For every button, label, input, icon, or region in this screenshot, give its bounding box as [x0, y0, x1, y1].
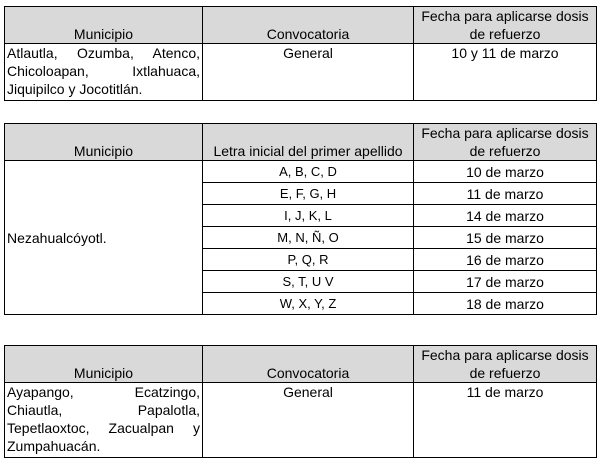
letras-cell: E, F, G, H: [203, 183, 414, 205]
header-fecha: Fecha para aplicarse dosis de refuerzo: [414, 346, 597, 383]
fecha-cell: 16 de marzo: [414, 249, 597, 271]
letras-cell: S, T, U V: [203, 271, 414, 293]
header-municipio: Municipio: [5, 7, 203, 44]
convocatoria-cell: General: [203, 383, 414, 458]
header-convocatoria: Convocatoria: [203, 346, 414, 383]
convocatoria-cell: General: [203, 44, 414, 101]
municipio-cell: Nezahualcóyotl.: [5, 161, 203, 315]
fecha-cell: 17 de marzo: [414, 271, 597, 293]
letras-cell: A, B, C, D: [203, 161, 414, 183]
fecha-cell: 18 de marzo: [414, 293, 597, 315]
municipio-cell: Ayapango, Ecatzingo, Chiautla, Papalotla, Tepetlaoxtoc, Zacualpan y Zumpahuacán.: [5, 383, 203, 458]
fecha-cell: 11 de marzo: [414, 183, 597, 205]
letras-cell: W, X, Y, Z: [203, 293, 414, 315]
table-header-row: [5, 7, 597, 44]
letras-cell: I, J, K, L: [203, 205, 414, 227]
fecha-cell: 11 de marzo: [414, 383, 597, 458]
schedule-table-general-2: [4, 345, 597, 458]
municipio-cell: Atlautla, Ozumba, Atenco, Chicoloapan, Ixtlahuaca, Jiquipilco y Jocotitlán.: [5, 44, 203, 101]
letras-cell: M, N, Ñ, O: [203, 227, 414, 249]
schedule-table-general-1: [4, 6, 597, 101]
header-fecha: Fecha para aplicarse dosis de refuerzo: [414, 124, 597, 161]
table-row: [5, 161, 597, 183]
table-row: [5, 44, 597, 101]
fecha-cell: 10 de marzo: [414, 161, 597, 183]
table-header-row: [5, 124, 597, 161]
fecha-cell: 15 de marzo: [414, 227, 597, 249]
header-municipio: Municipio: [5, 346, 203, 383]
header-letra-inicial: Letra inicial del primer apellido: [203, 124, 414, 161]
header-fecha: Fecha para aplicarse dosis de refuerzo: [414, 7, 597, 44]
fecha-cell: 10 y 11 de marzo: [414, 44, 597, 101]
fecha-cell: 14 de marzo: [414, 205, 597, 227]
header-municipio: Municipio: [5, 124, 203, 161]
letras-cell: P, Q, R: [203, 249, 414, 271]
table-header-row: [5, 346, 597, 383]
header-convocatoria: Convocatoria: [203, 7, 414, 44]
schedule-table-nezahualcoyotl: [4, 123, 597, 315]
table-row: [5, 383, 597, 458]
